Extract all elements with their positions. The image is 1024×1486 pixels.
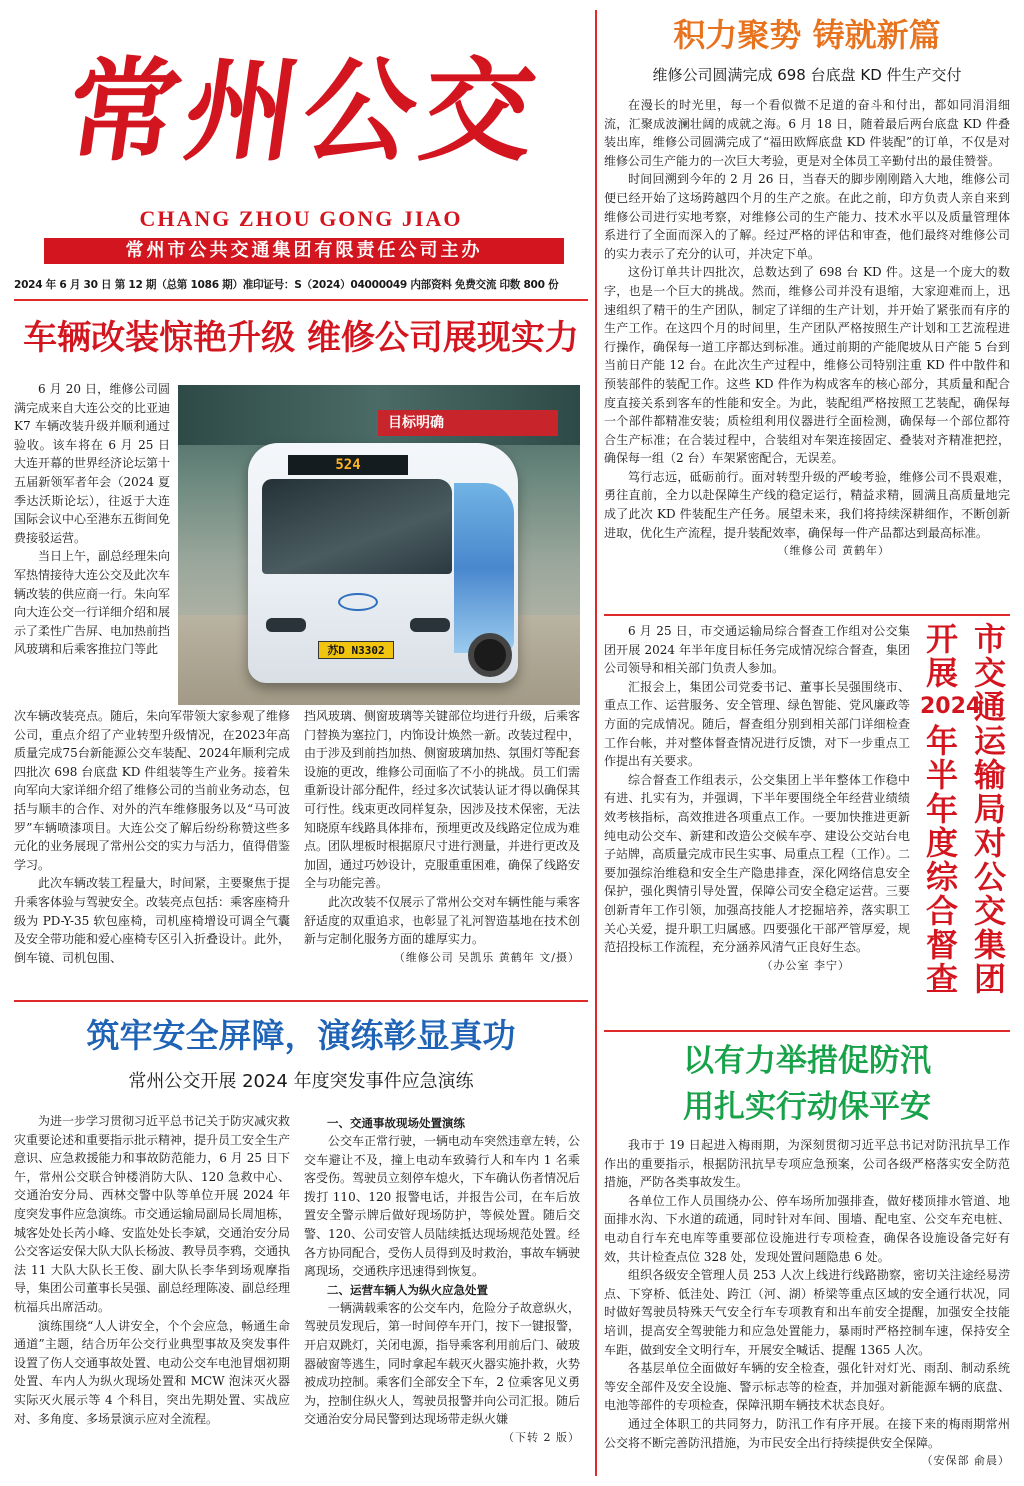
upgrade-para: 6 月 20 日，维修公司圆满完成来自大连公交的比亚迪 K7 车辆改装升级并顺利通过验收。该车将在 6 月 25 日大连开幕的世界经济论坛第十五届新领军者年会（2024 夏季达沃斯论坛），往返于大连国际会议中心至港东五街间免费接驳运营。: [14, 382, 171, 545]
inspect-para: 汇报会上，集团公司党委书记、董事长吴强围绕市、重点工作、运营服务、安全管理、绿色智能、党风廉政等方面的完成情况。随后，督查组分别到相关部门详细检查工作台帐，并对整体督查情况进行反馈，对下一步重点工作提出有关要求。: [604, 679, 910, 769]
inspect-headline-char: 团: [973, 960, 1006, 998]
bus-route-sign: 524: [288, 455, 408, 475]
inspect-headline-char: 交: [973, 654, 1006, 692]
upgrade-para: 此次车辆改装工程量大，时间紧，主要聚焦于提升乘客体验与驾驶安全。改装亮点包括：乘客座椅升级为 PD-Y-35 软包座椅，司机座椅增设可调全气囊及安全带功能和爱心座椅专区引入折叠设计。此外，倒车镜、司机包围、: [14, 876, 291, 965]
inspect-headline-char: 展: [925, 654, 958, 692]
masthead-pinyin: CHANG ZHOU GONG JIAO: [139, 206, 463, 231]
upgrade-signature: （维修公司 吴凯乐 黄鹤年 文/摄）: [393, 950, 580, 964]
upgrade-para: 挡风玻璃、侧窗玻璃等关键部位均进行升级，后乘客门替换为塞拉门，内饰设计焕然一新。改装过程中，由于涉及到前挡加热、侧窗玻璃加热、氛围灯等配套设施的更改，维修公司面临了不小的挑战。员工们需重新设计部分配件，经过多次试装认证才得以确保其可行性。线束更改同样复杂，因涉及技术保密，无法知晓原车线路具体排布，预埋更改及线路定位成为难点。团队埋板时根据原尺寸进行测量，并进行更改及加固，通过巧妙设计，克服重重困难，确保了线路安全与功能完善。: [304, 709, 581, 891]
inspect-headline-char: 年: [925, 722, 958, 760]
flood-para: 我市于 19 日起进入梅雨期，为深刻贯彻习近平总书记对防汛抗旱工作作出的重要指示，根据防汛抗旱专项应急预案，公司各级严格落实安全防范措施，严防各类事故发生。: [604, 1138, 1010, 1190]
masthead-sponsor: 常州市公共交通集团有限责任公司主办: [44, 238, 564, 264]
bus-wheel: [468, 633, 512, 677]
upgrade-para: 当日上午，副总经理朱向军热情接待大连公交及此次车辆改装的供应商一行。朱向军向大连公交一行详细介绍和展示了柔性广告屏、电加热前挡风玻璃和后乘客推拉门等此: [14, 549, 171, 657]
drill-subtitle: 二、运营车辆人为纵火应急处置: [327, 1282, 488, 1297]
inspect-headline-char: 合: [925, 892, 958, 930]
flood-para: 通过全体职工的共同努力，防汛工作有序开展。在接下来的梅雨期常州公交将不断完善防汛措施，为市民安全出行持续提供安全保障。: [604, 1416, 1010, 1450]
flood-para: 各基层单位全面做好车辆的安全检查，强化针对灯光、雨刮、制动系统等安全部件及安全设施、警示标志等的检查，并加强对新能源车辆的底盘、电池等部件的专项检查，保障汛期车辆技术状态良好。: [604, 1361, 1010, 1413]
upgrade-col-bottom-right: [304, 707, 580, 967]
inspect-headline-col2: [920, 620, 982, 998]
bus-photo: [178, 385, 580, 705]
drill-col-left: [14, 1112, 290, 1428]
inspect-para: 综合督查工作组表示，公交集团上半年整体工作稳中有进、扎实有为，并强调，下半年要围绕全年经营业绩绩效考核指标，高效推进各项重点工作。一要加快推进更新纯电动公交车、新建和改造公交候车亭、建设公交站台电子站牌，高质量完成市民生实事、局重点工程（工作）。二要加强综治维稳和安全生产隐患排查，深化网络信息安全保护，强化舆情引导处置，保障公司安全稳定运营。三要创新青年工作引领，加强高技能人才挖掘培养，落实职工关心关爱，提升职工归属感。四要强化干部严管厚爱，规范招投标工作流程，充分涵养风清气正良好生态。: [604, 772, 911, 955]
upgrade-headline: 车辆改装惊艳升级 维修公司展现实力: [23, 318, 579, 358]
drill-para: 演练围绕“人人讲安全，个个会应急，畅通生命通道”主题，结合历年公交行业典型事故及突发事件设置了伤人交通事故处置、电动公交车电池冒烟初期处置、车内人为纵火现场处置和 MCW 泡沫灭火器实际灭火展示等 4 个科目，突出先期处置、实战应对、多角度、多场景演示应对全流程。: [14, 1318, 291, 1426]
bus-plate: 苏D N3302: [318, 641, 394, 659]
bus-headlight-left: [266, 618, 306, 632]
inspect-headline-char: 通: [973, 688, 1006, 726]
drill-para: 公交车正常行驶，一辆电动车突然违章左转，公交车避让不及，撞上电动车致骑行人和车内 1 名乘客受伤。驾驶员立刻停车熄火，下车确认伤者情况后拨打 110、120 报警电话，并报告公司，在车后放置安全警示牌后做好现场防护，等候处置。随后交警、120、公司安管人员陆续抵达现场规范处置。经各方协同配合，受伤人员得到及时救治，事故车辆驶离现场，交通秩序迅速得到恢复。: [304, 1134, 581, 1279]
masthead-rule: [14, 299, 588, 301]
drill-headline: 筑牢安全屏障，演练彰显真功: [86, 1016, 516, 1055]
inspect-headline-char: 交: [973, 892, 1006, 930]
issue-line: 2024 年 6 月 30 日 第 12 期（总第 1086 期）准印证号：S（2024）04000049 内部资料 免费交流 印数 800 份: [14, 279, 559, 291]
kd-subhead: 维修公司圆满完成 698 台底盘 KD 件生产交付: [652, 66, 962, 84]
inspect-headline-char: 对: [973, 824, 1006, 862]
flood-headline-1: 以有力举措促防汛: [683, 1043, 931, 1079]
inspect-signature: （办公室 李宁）: [761, 958, 850, 972]
kd-signature: （维修公司 黄鹤年）: [777, 544, 890, 558]
kd-headline: 积力聚势 铸就新篇: [673, 16, 941, 54]
upgrade-col-left: [14, 380, 170, 659]
kd-body: [604, 96, 1010, 560]
flood-headline-2: 用扎实行动保平安: [683, 1089, 931, 1125]
bus-body: [248, 443, 518, 683]
section-rule-right-1: [604, 614, 1010, 616]
flood-signature: （安保部 俞晨）: [921, 1454, 1010, 1468]
drill-para: 为进一步学习贯彻习近平总书记关于防灾减灾救灾重要论述和重要指示批示精神，提升员工安全生产意识、应急救援能力和事故防范能力，6 月 25 日下午，常州公交联合钟楼消防大队、120 急救中心、交通治安分局、西林交警中队等单位开展 2024 年度突发事件应急演练。市交通运输局副局长周旭栋，城客处处长芮小峰、安监处处长李斌，交通治安分局公交客运安保大队大队长杨波、教导员李鸦，交通执法 11 大队大队长王俊、副大队长李华到场观摩指导，集团公司董事长吴强、副总经理陈凌、副总经理杭福兵出席活动。: [14, 1114, 291, 1314]
inspect-headline-char: 综: [925, 858, 958, 896]
inspect-headline-char: 开: [925, 620, 958, 658]
inspect-headline-char: 度: [925, 824, 958, 862]
drill-col-right: [304, 1114, 580, 1447]
drill-subhead: 常州公交开展 2024 年度突发事件应急演练: [128, 1071, 474, 1092]
inspect-body: [604, 622, 910, 975]
kd-para: 这份订单共计四批次，总数达到了 698 台 KD 件。这是一个庞大的数字，也是一个巨大的挑战。然而，维修公司并没有退缩，大家迎难而上，迅速组织了精干的生产团队，制定了详细的生产计划，并开始了紧张而有序的生产工作。在这四个月的时间里，生产团队严格按照生产计划和工艺流程进行操作，确保每一道工序都达到标准。通过前期的产能爬坡从日产能 5 台到当前日产能 12 台。在此次生产过程中，维修公司特别注重 KD 件中散件和预装部件的装配工作。这些 KD 件作为构成客车的核心部分，其质量和配合度直接关系到客车的性能和安全。为此，装配组严格按照工艺装配，确保每一个部件都精准安装；质检组利用仪器进行全面检测，确保每一个部位都符合生产标准；在合装过程中，合装组对车架连接固定、叠装对齐精准把控，确保每一组（2 台）车架紧密配合，无误差。: [604, 265, 1010, 466]
flood-para: 各单位工作人员围绕办公、停车场所加强排查，做好楼顶排水管道、地面排水沟、下水道的疏通，同时针对车间、围墙、配电室、公交车充电桩、电动自行车充电库等重要部位设施进行专项检查，确保各设施设备完好有效，共计检查点位 328 处，发现处置问题隐患 6 处。: [604, 1193, 1010, 1264]
inspect-headline-char: 年: [925, 790, 958, 828]
bus-windshield: [262, 479, 452, 574]
bus-logo: [338, 593, 378, 611]
upgrade-para: 次车辆改装亮点。随后，朱向军带领大家参观了维修公司，重点介绍了产业转型升级情况，在2023年高质量完成75台新能源公交车装配、2024年顺利完成四批次 698 台底盘 KD 件组装等生产业务。接着朱向军向大家详细介绍了维修公司的当前业务动态，包括与顺丰的合作、对外的汽车维修服务以及“马可波罗”车辆喷漆项目。大连公交了解后纷纷称赞这些多元化的业务展现了常州公交的实力与活力，值得借鉴学习。: [14, 709, 291, 872]
upgrade-para: 此次改装不仅展示了常州公交对车辆性能与乘客舒适度的双重追求，也彰显了礼河智造基地在技术创新与定制化服务方面的雄厚实力。: [304, 894, 581, 947]
inspect-headline: [918, 622, 1012, 1018]
inspect-headline-char: 2024: [920, 694, 982, 719]
inspect-headline-char: 运: [973, 722, 1006, 760]
section-rule-right-2: [604, 1030, 1010, 1032]
photo-banner: 目标明确: [378, 410, 558, 436]
section-rule-left: [14, 1000, 588, 1002]
drill-para: 一辆满载乘客的公交车内，危险分子故意纵火，驾驶员发现后，第一时间停车开门，按下一键报警，开启双跳灯，关闭电源，指导乘客利用前后门、破玻器破窗等逃生，同时拿起车载灭火器实施扑救，火势被成功控制。乘客们全部安全下车，2 位乘客见义勇为，控制住纵火人，驾驶员报警并向公司汇报。随后交通治安分局民警到达现场带走纵火嫌: [304, 1300, 581, 1427]
bus-side-livery: [454, 483, 514, 653]
page-divider: [595, 10, 597, 1476]
flood-body: [604, 1136, 1010, 1470]
inspect-headline-char: 市: [973, 620, 1006, 658]
flood-para: 组织各级安全管理人员 253 人次上线进行线路勘察，密切关注途经易涝点、下穿桥、低洼处、跨江（河、湖）桥梁等重点区域的安全通行状况，同时做好驾驶员特殊天气安全行车专项教育和出车前安全提醒，加强安全技能培训，提高安全驾驶能力和应急处置能力，暴雨时严格控制车速，保持安全车距，做到安全文明行车，开展安全喊话、提醒 1365 人次。: [604, 1268, 1010, 1357]
inspect-headline-char: 公: [973, 858, 1006, 896]
inspect-headline-char: 集: [973, 926, 1006, 964]
inspect-headline-char: 查: [925, 960, 958, 998]
masthead: [14, 14, 588, 297]
inspect-headline-char: 督: [925, 926, 958, 964]
bus-headlight-right: [410, 618, 450, 632]
inspect-headline-char: 局: [973, 790, 1006, 828]
inspect-headline-col1: [968, 622, 1012, 996]
upgrade-col-bottom-left: [14, 707, 290, 967]
inspect-headline-char: 半: [925, 756, 958, 794]
kd-para: 时间回溯到今年的 2 月 26 日，当春天的脚步刚刚踏入大地，维修公司便已经开始了这场跨越四个月的生产之旅。在此之前，印方负责人亲自来到维修公司进行实地考察，对维修公司的生产能力、技术水平以及质量管理体系进行了全面而深入的了解。经过严格的评估和审查，他们最终对维修公司的实力表示了充分的认可，并决定下单。: [604, 172, 1010, 261]
inspect-para: 6 月 25 日，市交通运输局综合督查工作组对公交集团开展 2024 年半年度目标任务完成情况综合督查，集团公司领导和相关部门负责人参加。: [604, 624, 910, 676]
masthead-title: 常州公交: [58, 46, 550, 177]
kd-para: 在漫长的时光里，每一个看似微不足道的奋斗和付出，都如同涓涓细流，汇聚成波澜壮阔的成就之海。6 月 18 日，随着最后两台底盘 KD 件叠装出库，维修公司圆满完成了“福田欧辉底盘 KD 件装配”的订单，不仅是对维修公司生产能力的一次巨大考验，更是对全体员工辛勤付出的最佳赞誉。: [604, 98, 1010, 168]
drill-continued: （下转 2 版）: [503, 1430, 580, 1444]
inspect-headline-char: 输: [973, 756, 1006, 794]
drill-subtitle: 一、交通事故现场处置演练: [327, 1116, 465, 1130]
kd-para: 笃行志远，砥砺前行。面对转型升级的严峻考验，维修公司不畏艰难，勇往直前，全力以赴保障生产线的稳定运行，精益求精，圆满且高质量地完成了此次 KD 件装配生产任务。展望未来，我们将持续深耕细作，不断创新进取，优化生产流程，提升装配效率，确保每一件产品都达到最高标准。: [604, 469, 1010, 540]
